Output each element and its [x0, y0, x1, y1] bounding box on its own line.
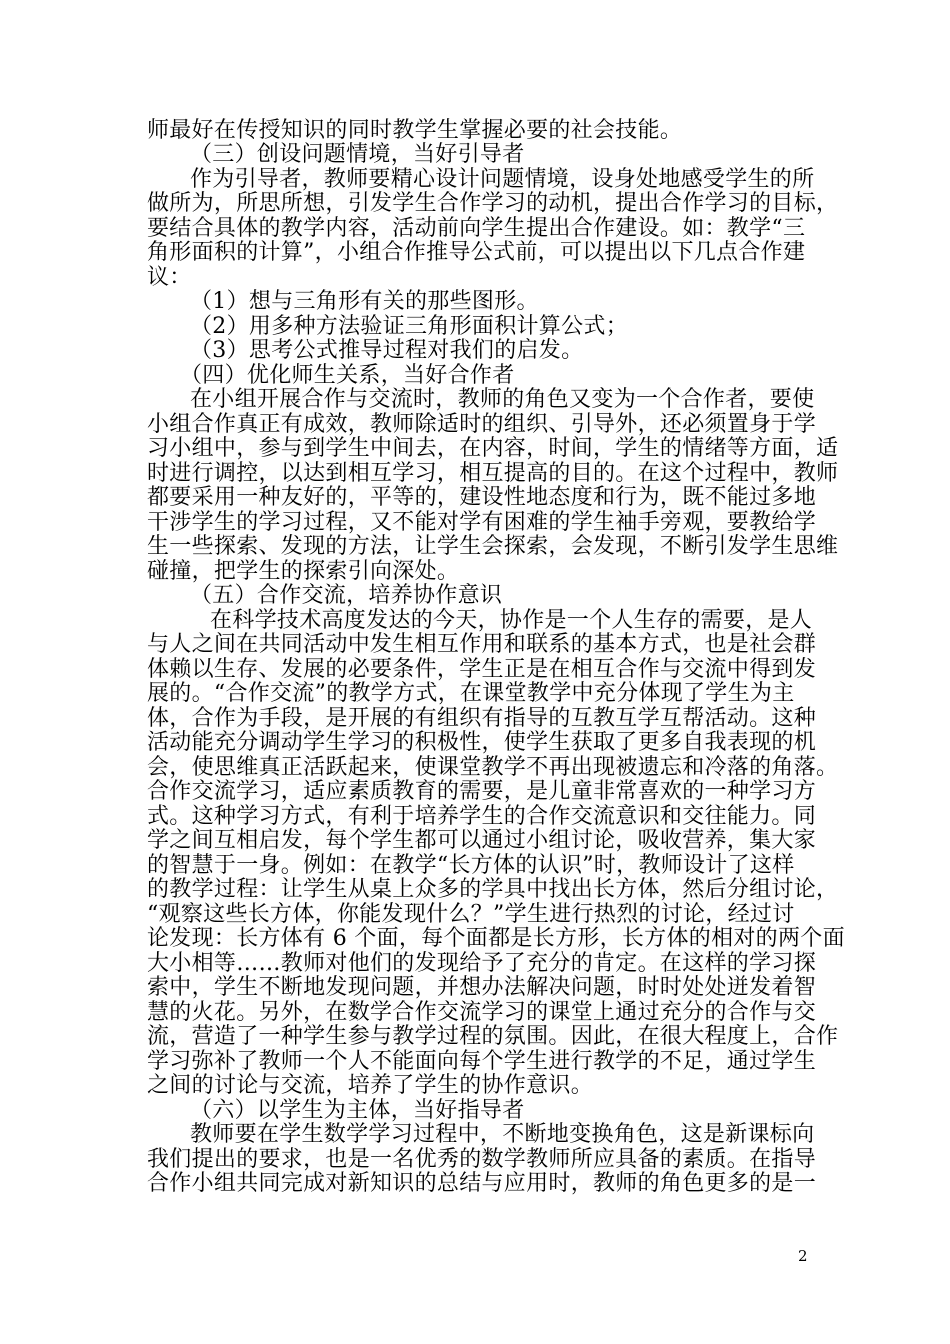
text-line: 式。这种学习方式，有利于培养学生的合作交流意识和交往能力。同 — [147, 804, 817, 829]
text-line: 要结合具体的教学内容，活动前向学生提出合作建设。如：教学“三 — [147, 216, 806, 241]
text-line: 教师要在学生数学学习过程中，不断地变换角色，这是新课标向 — [190, 1122, 815, 1147]
text-line: 会，使思维真正活跃起来，使课堂教学不再出现被遗忘和冷落的角落。 — [147, 755, 839, 780]
list-item: （3）思考公式推导过程对我们的启发。 — [190, 338, 584, 363]
list-item: （1）想与三角形有关的那些图形。 — [190, 289, 539, 314]
text-line: 小组合作真正有成效，教师除适时的组织、引导外，还必须置身于学 — [147, 412, 817, 437]
text-line: 与人之间在共同活动中发生相互作用和联系的基本方式，也是社会群 — [147, 632, 817, 657]
text-line: 之间的讨论与交流，培养了学生的协作意识。 — [147, 1073, 594, 1098]
text-line: 在小组开展合作与交流时，教师的角色又变为一个合作者，要使 — [190, 387, 815, 412]
text-line: 展的。“合作交流”的教学方式，在课堂教学中充分体现了学生为主 — [147, 681, 795, 706]
text-line: “观察这些长方体，你能发现什么？”学生进行热烈的讨论，经过讨 — [147, 902, 795, 927]
section-heading: （三）创设问题情境，当好引导者 — [190, 142, 525, 167]
text-line: 学习弥补了教师一个人不能面向每个学生进行教学的不足，通过学生 — [147, 1049, 817, 1074]
text-line: 在科学技术高度发达的今天，协作是一个人生存的需要，是人 — [210, 608, 813, 633]
text-line: 活动能充分调动学生学习的积极性，使学生获取了更多自我表现的机 — [147, 730, 817, 755]
text-line: 我们提出的要求，也是一名优秀的数学教师所应具备的素质。在指导 — [147, 1147, 817, 1172]
text-line: 的教学过程：让学生从桌上众多的学具中找出长方体，然后分组讨论， — [147, 877, 839, 902]
text-line: 慧的火花。另外，在数学合作交流学习的课堂上通过充分的合作与交 — [147, 1000, 817, 1025]
text-line: 的智慧于一身。例如：在教学“长方体的认识”时，教师设计了这样 — [147, 853, 795, 878]
text-line: 生一些探索、发现的方法，让学生会探索，会发现，不断引发学生思维 — [147, 534, 839, 559]
text-line: 论发现：长方体有 6 个面，每个面都是长方形，长方体的相对的两个面 — [147, 926, 845, 951]
text-line: 合作小组共同完成对新知识的总结与应用时，教师的角色更多的是一 — [147, 1171, 817, 1196]
text-line: 都要采用一种友好的，平等的，建设性地态度和行为，既不能过多地 — [147, 485, 817, 510]
text-line: 习小组中，参与到学生中间去，在内容，时间，学生的情绪等方面，适 — [147, 436, 839, 461]
text-line: 体赖以生存、发展的必要条件，学生正是在相互合作与交流中得到发 — [147, 657, 817, 682]
text-line: 碰撞，把学生的探索引向深处。 — [147, 559, 460, 584]
text-line: 议： — [147, 265, 192, 290]
page-number: 2 — [798, 1247, 808, 1265]
section-heading: （四）优化师生关系，当好合作者 — [180, 363, 515, 388]
text-line: 学之间互相启发，每个学生都可以通过小组讨论，吸收营养，集大家 — [147, 828, 817, 853]
section-heading: （六）以学生为主体，当好指导者 — [190, 1098, 525, 1123]
text-line: 做所为，所思所想，引发学生合作学习的动机，提出合作学习的目标， — [147, 191, 839, 216]
text-line: 流，营造了一种学生参与教学过程的氛围。因此，在很大程度上，合作 — [147, 1024, 839, 1049]
text-line: 体，合作为手段，是开展的有组织有指导的互教互学互帮活动。这种 — [147, 706, 817, 731]
list-item: （2）用多种方法验证三角形面积计算公式； — [190, 314, 628, 339]
text-line: 师最好在传授知识的同时教学生掌握必要的社会技能。 — [147, 118, 683, 143]
text-line: 大小相等……教师对他们的发现给予了充分的肯定。在这样的学习探 — [147, 951, 817, 976]
text-line: 干涉学生的学习过程，又不能对学有困难的学生袖手旁观，要教给学 — [147, 510, 817, 535]
section-heading: （五）合作交流，培养协作意识 — [190, 583, 503, 608]
text-line: 合作交流学习，适应素质教育的需要，是儿童非常喜欢的一种学习方 — [147, 779, 817, 804]
text-line: 索中，学生不断地发现问题，并想办法解决问题，时时处处迸发着智 — [147, 975, 817, 1000]
text-line: 角形面积的计算”，小组合作推导公式前，可以提出以下几点合作建 — [147, 240, 806, 265]
text-line: 作为引导者，教师要精心设计问题情境，设身处地感受学生的所 — [190, 167, 815, 192]
text-line: 时进行调控，以达到相互学习，相互提高的目的。在这个过程中，教师 — [147, 461, 839, 486]
